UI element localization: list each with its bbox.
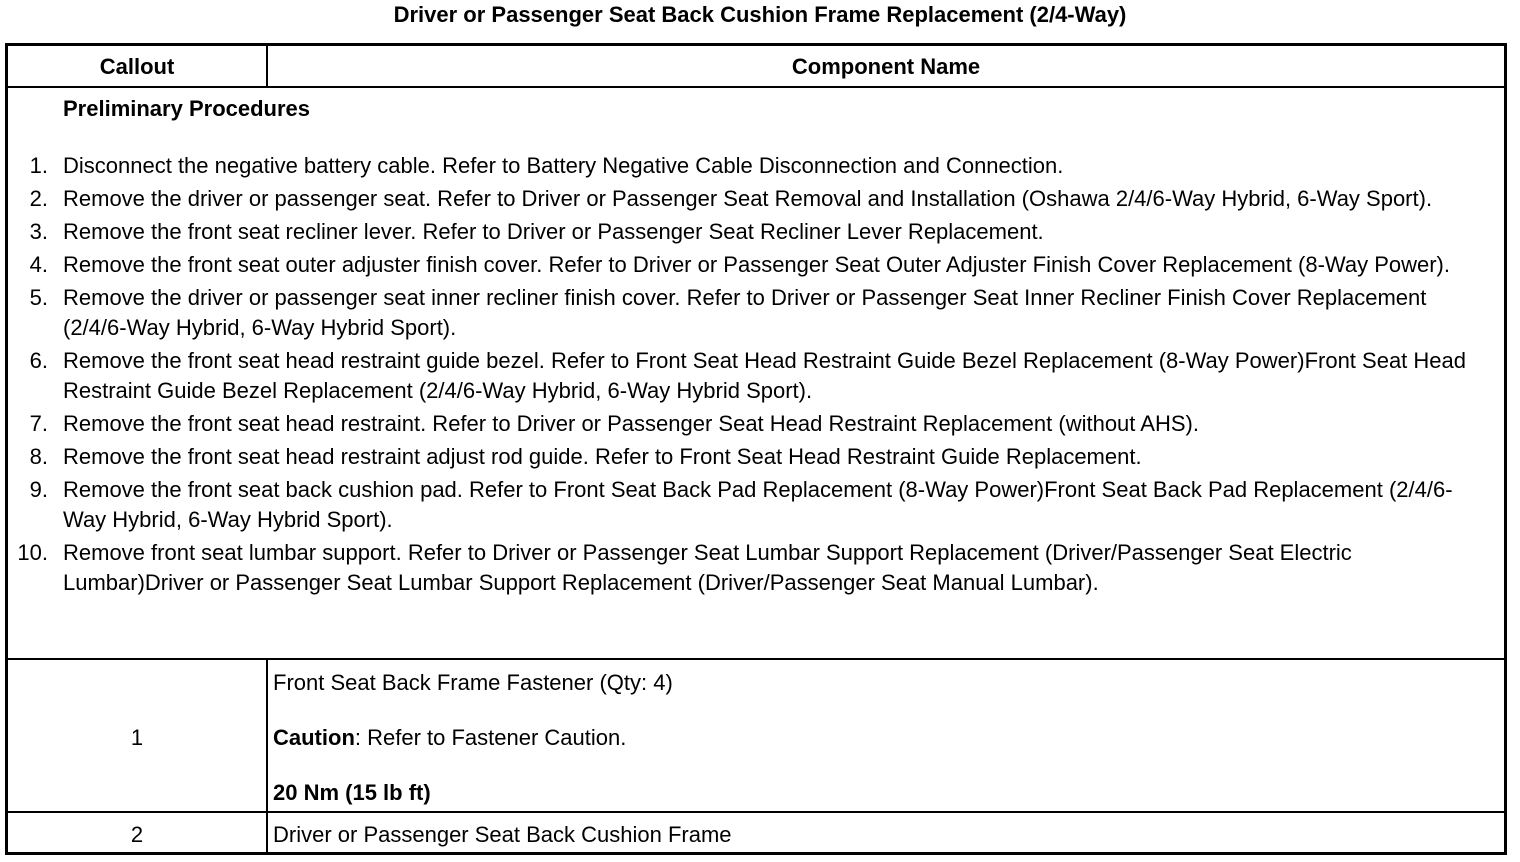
- step-number: 10.: [17, 540, 48, 565]
- procedure-step: [8, 250, 1504, 280]
- step-text: Remove the front seat back cushion pad. Refer to Front Seat Back Pad Replacement (8-Way Power)Front Seat Back Pad Replacement (2/4/6-Way Hybrid, 6-Way Hybrid Sport).: [63, 477, 1453, 532]
- procedure-step: [8, 151, 1504, 181]
- header-component-name: Component Name: [791, 54, 981, 79]
- caution-text: : Refer to Fastener Caution.: [354, 725, 627, 750]
- procedure-step: [8, 442, 1504, 472]
- step-number: 2.: [29, 186, 48, 211]
- step-number: 1.: [29, 153, 48, 178]
- preliminary-divider: [8, 658, 1504, 660]
- step-number: 9.: [29, 477, 48, 502]
- procedure-step: [8, 217, 1504, 247]
- step-text: Remove the front seat head restraint guide bezel. Refer to Front Seat Head Restraint Guide Bezel Replacement (8-Way Power)Front Seat Head Restraint Guide Bezel Replacement (2/4/6-Way Hybrid, 6-Way Hybrid Sport).: [63, 348, 1466, 403]
- callout-1: 1: [130, 725, 144, 750]
- procedure-step: [8, 409, 1504, 439]
- step-text: Remove the front seat recliner lever. Refer to Driver or Passenger Seat Recliner Lever Replacement.: [63, 219, 1044, 244]
- step-number: 8.: [29, 444, 48, 469]
- component-table: [5, 43, 1507, 855]
- step-text: Remove the driver or passenger seat inner recliner finish cover. Refer to Driver or Passenger Seat Inner Recliner Finish Cover Replacement (2/4/6-Way Hybrid, 6-Way Hybrid Sport).: [63, 285, 1427, 340]
- step-text: Remove the driver or passenger seat. Refer to Driver or Passenger Seat Removal and Installation (Oshawa 2/4/6-Way Hybrid, 6-Way Sport).: [63, 186, 1433, 211]
- step-number: 3.: [29, 219, 48, 244]
- row-column-divider: [266, 658, 268, 852]
- component-name-1: Front Seat Back Frame Fastener (Qty: 4): [273, 670, 673, 695]
- step-number: 6.: [29, 348, 48, 373]
- caution-label: Caution: [273, 725, 355, 750]
- row-divider: [8, 811, 1504, 813]
- document-title: Driver or Passenger Seat Back Cushion Frame Replacement (2/4-Way): [393, 2, 1127, 27]
- callout-2: 2: [130, 822, 144, 847]
- header-callout: Callout: [99, 54, 175, 79]
- step-number: 7.: [29, 411, 48, 436]
- step-number: 5.: [29, 285, 48, 310]
- torque-spec: 20 Nm (15 lb ft): [273, 780, 431, 805]
- step-text: Remove the front seat head restraint adjust rod guide. Refer to Front Seat Head Restraint Guide Replacement.: [63, 444, 1142, 469]
- step-text: Remove the front seat outer adjuster finish cover. Refer to Driver or Passenger Seat Outer Adjuster Finish Cover Replacement (8-Way Power).: [63, 252, 1450, 277]
- header-column-divider: [266, 46, 268, 86]
- caution-note: [273, 725, 626, 751]
- preliminary-steps-list: [8, 151, 1504, 601]
- component-name-2: Driver or Passenger Seat Back Cushion Frame: [273, 822, 732, 847]
- header-divider: [8, 86, 1504, 88]
- step-text: Remove the front seat head restraint. Refer to Driver or Passenger Seat Head Restraint Replacement (without AHS).: [63, 411, 1199, 436]
- step-text: Disconnect the negative battery cable. Refer to Battery Negative Cable Disconnection and Connection.: [63, 153, 1064, 178]
- procedure-step: [8, 475, 1504, 535]
- preliminary-procedures-heading: Preliminary Procedures: [63, 96, 311, 121]
- step-number: 4.: [29, 252, 48, 277]
- procedure-step: [8, 184, 1504, 214]
- step-text: Remove front seat lumbar support. Refer to Driver or Passenger Seat Lumbar Support Replacement (Driver/Passenger Seat Electric Lumbar)Driver or Passenger Seat Lumbar Support Replacement (Driver/Passenger Seat Manual Lumbar).: [63, 540, 1352, 595]
- procedure-step: [8, 283, 1504, 343]
- procedure-step: [8, 346, 1504, 406]
- procedure-step: [8, 538, 1504, 598]
